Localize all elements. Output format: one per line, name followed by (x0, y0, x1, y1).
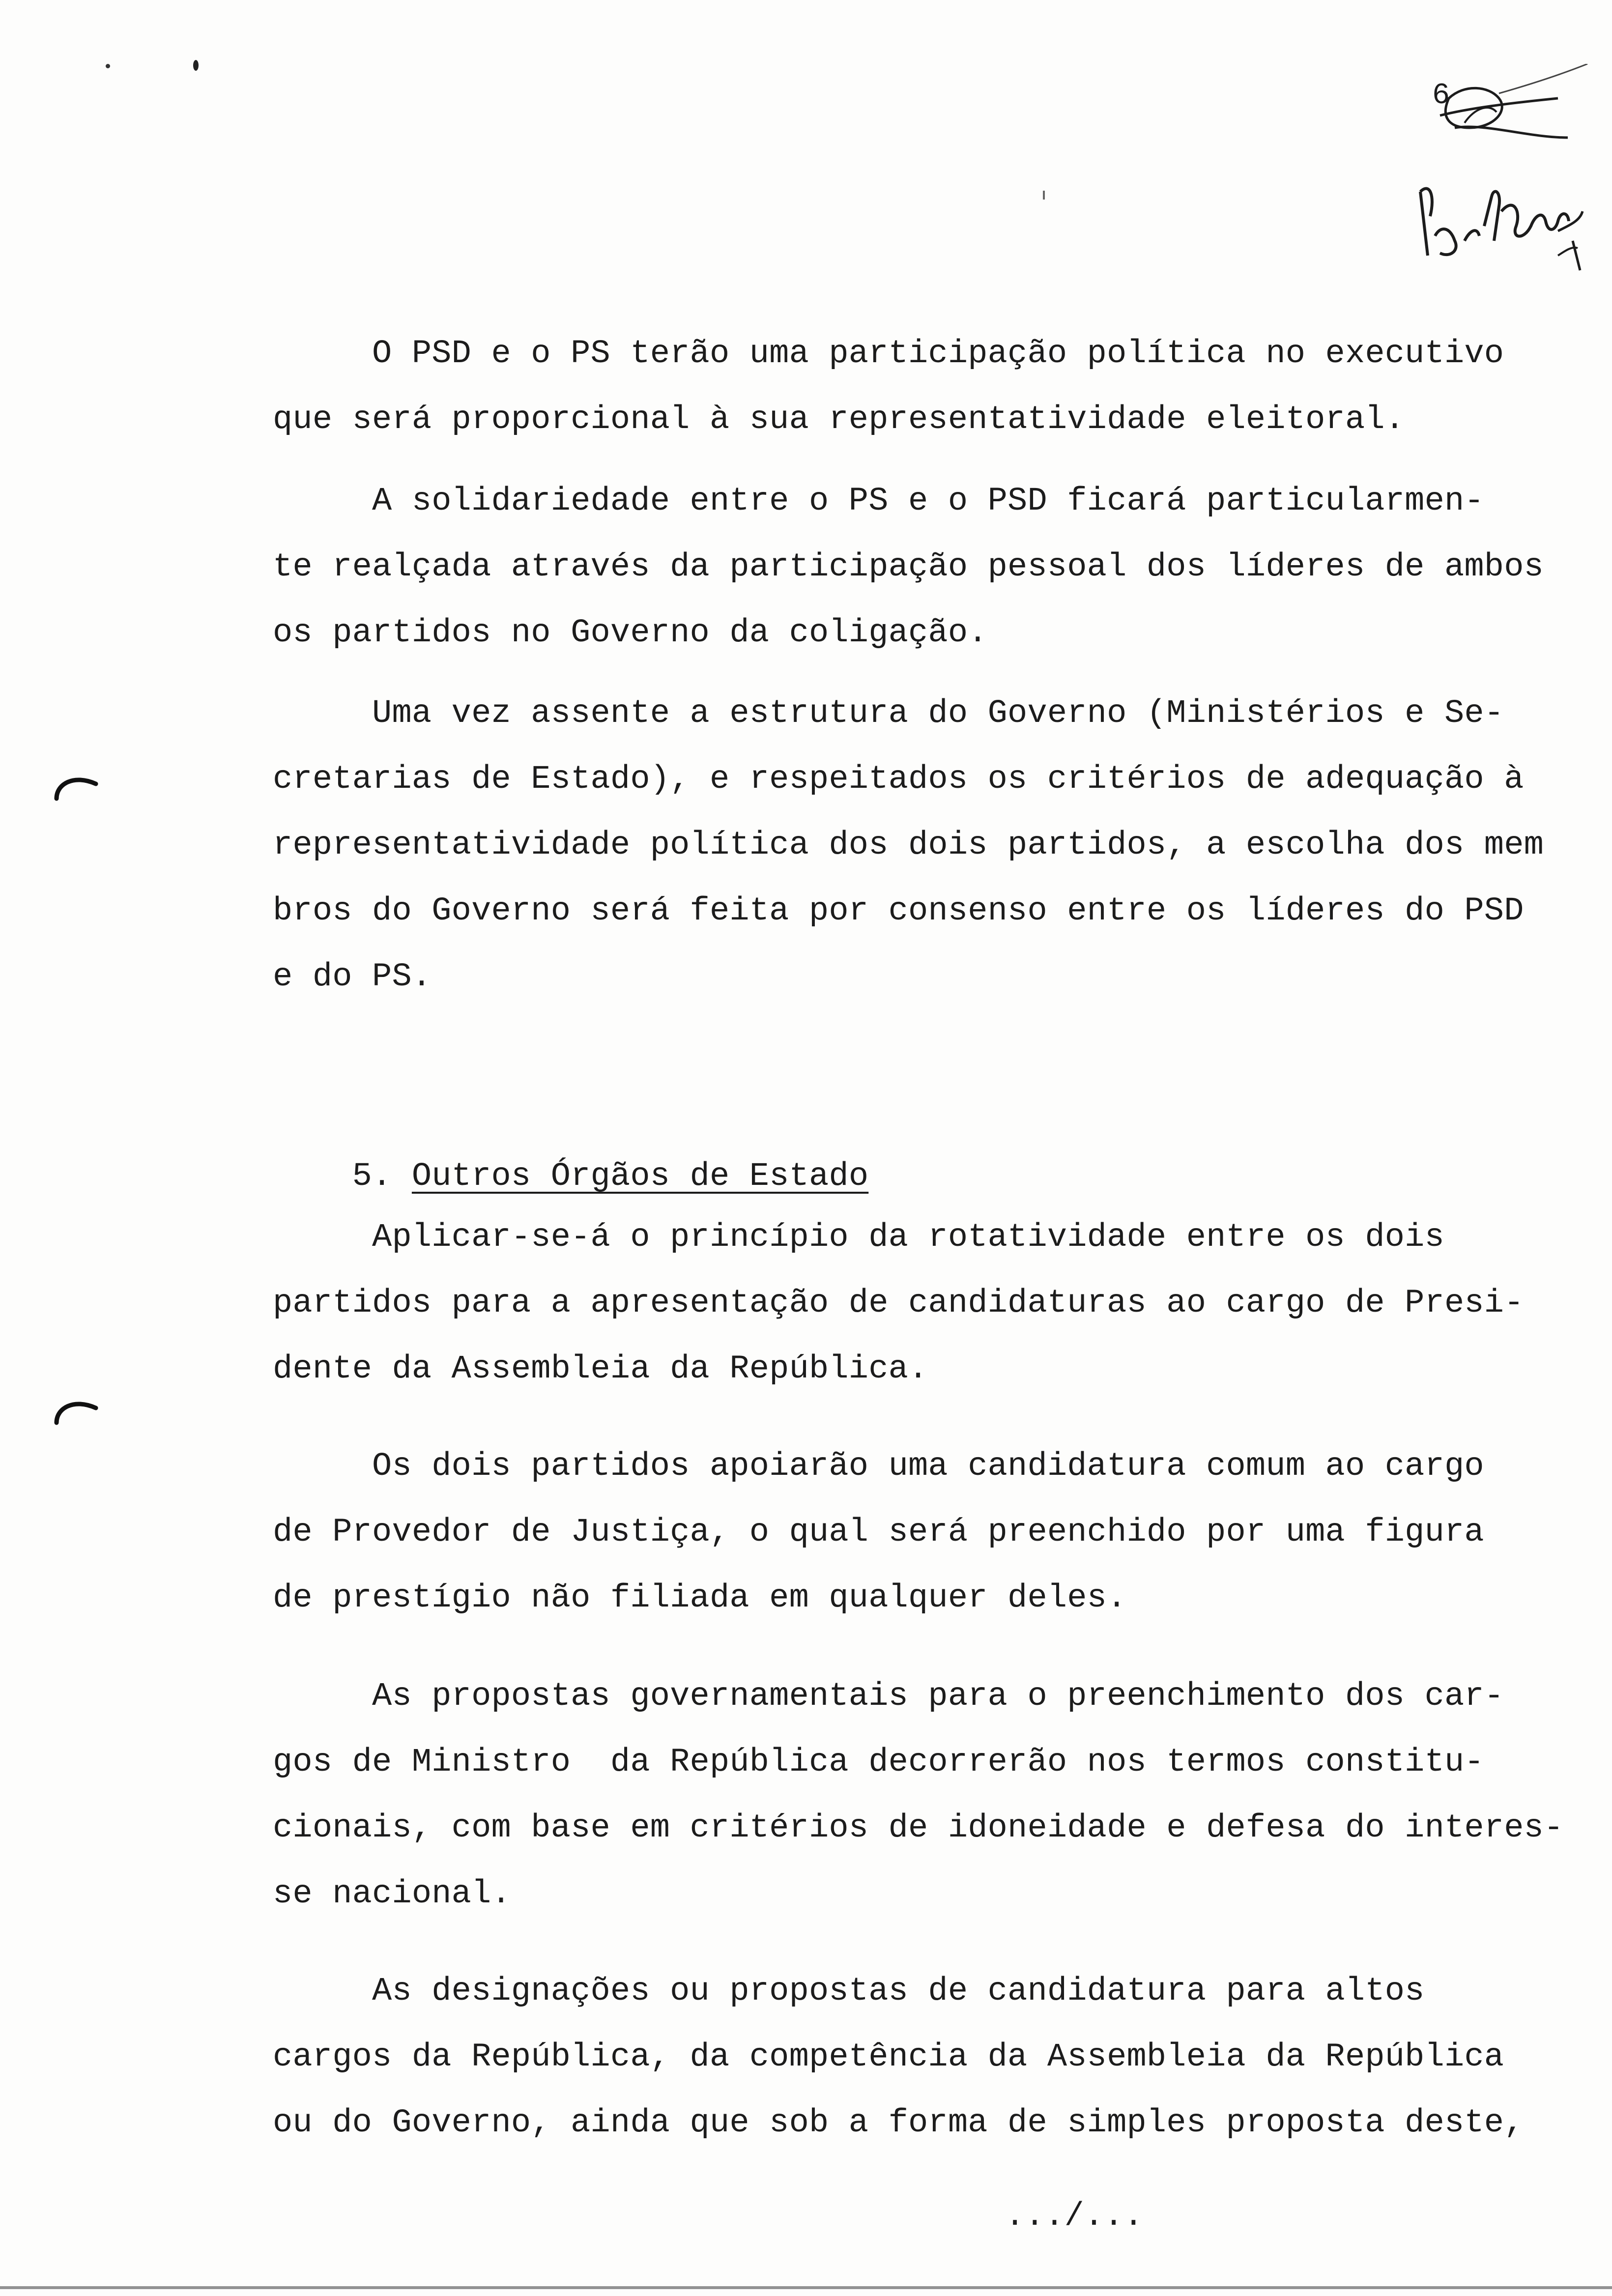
stray-mark (1043, 191, 1045, 200)
paragraph-5-line-2: de Provedor de Justiça, o qual será preenchido por uma figura (273, 1514, 1484, 1551)
paragraph-6-line-2: gos de Ministro da República decorrerão nos termos constitu- (273, 1744, 1484, 1781)
paragraph-5-line-3: de prestígio não filiada em qualquer deles. (273, 1579, 1127, 1617)
scan-bottom-edge (0, 2286, 1612, 2289)
page-number: 6 (1432, 79, 1450, 113)
paragraph-2-line-3: os partidos no Governo da coligação. (273, 614, 988, 652)
margin-punch-mark-lower (52, 1396, 101, 1425)
paragraph-2-line-1: A solidariedade entre o PS e o PSD ficará particularmen- (273, 483, 1484, 520)
punch-dot-left (106, 64, 110, 68)
continuation-marker: .../... (1005, 2198, 1144, 2235)
paragraph-3-line-5: e do PS. (273, 958, 432, 996)
paragraph-7-line-3: ou do Governo, ainda que sob a forma de simples proposta deste, (273, 2104, 1524, 2142)
margin-punch-mark-upper (52, 772, 101, 801)
paragraph-6-line-3: cionais, com base em critérios de idoneidade e defesa do interes- (273, 1809, 1564, 1847)
paragraph-3-line-4: bros do Governo será feita por consenso entre os líderes do PSD (273, 892, 1524, 930)
section-heading-number: 5. (352, 1158, 392, 1195)
section-heading-title: Outros Órgãos de Estado (411, 1158, 869, 1195)
paragraph-6-line-4: se nacional. (273, 1875, 511, 1913)
paragraph-1-line-1: O PSD e o PS terão uma participação política no executivo (273, 335, 1504, 373)
paragraph-3-line-2: cretarias de Estado), e respeitados os critérios de adequação à (273, 761, 1524, 798)
paragraph-3-line-3: representatividade política dos dois partidos, a escolha dos mem (273, 827, 1544, 864)
paragraph-7-line-1: As designações ou propostas de candidatura para altos (273, 1973, 1425, 2010)
paragraph-3-line-1: Uma vez assente a estrutura do Governo (Ministérios e Se- (273, 695, 1504, 732)
paragraph-2-line-2: te realçada através da participação pessoal dos líderes de ambos (273, 548, 1544, 586)
punch-dot-right (193, 60, 199, 71)
paragraph-7-line-2: cargos da República, da competência da Assembleia da República (273, 2038, 1504, 2076)
handwritten-initials (1410, 64, 1597, 310)
paragraph-4-line-2: partidos para a apresentação de candidaturas ao cargo de Presi- (273, 1285, 1524, 1322)
paragraph-5-line-1: Os dois partidos apoiarão uma candidatura comum ao cargo (273, 1448, 1484, 1485)
paragraph-4-line-1: Aplicar-se-á o princípio da rotatividade entre os dois (273, 1219, 1444, 1256)
paragraph-1-line-2: que será proporcional à sua representatividade eleitoral. (273, 401, 1405, 438)
paragraph-4-line-3: dente da Assembleia da República. (273, 1350, 928, 1388)
paragraph-6-line-1: As propostas governamentais para o preenchimento dos car- (273, 1678, 1504, 1715)
